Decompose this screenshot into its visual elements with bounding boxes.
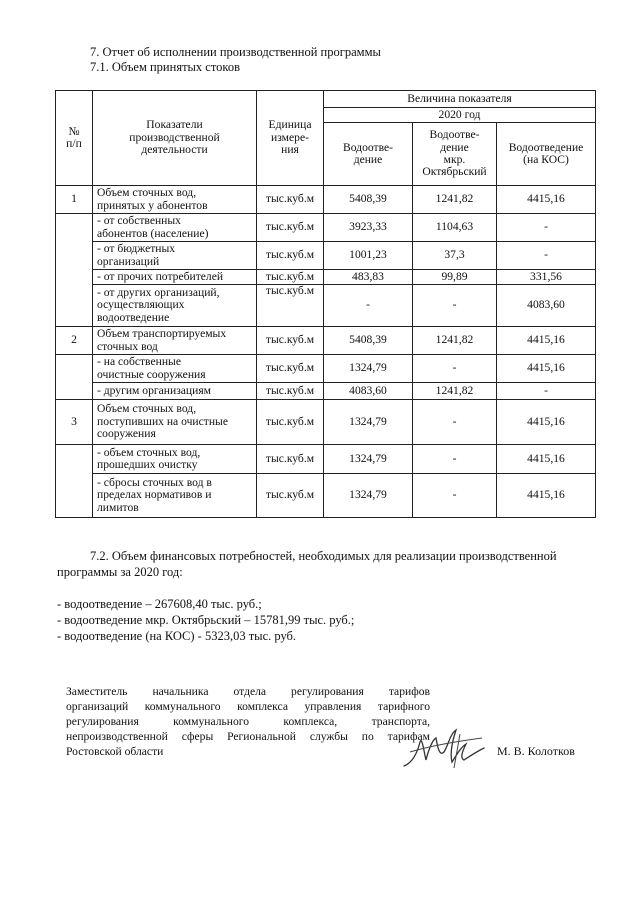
header-indicators: Показатели производственной деятельности bbox=[93, 91, 257, 186]
row-value-3: 4415,16 bbox=[497, 327, 596, 355]
section-7-2-intro-line1: 7.2. Объем финансовых потребностей, необходимых для реализации производственной bbox=[90, 549, 557, 563]
row-name: - от прочих потребителей bbox=[93, 270, 257, 285]
table-row bbox=[56, 474, 596, 518]
row-value-1: - bbox=[324, 285, 413, 327]
row-name: - от других организаций, осуществляющих водоотведение bbox=[93, 285, 257, 327]
row-value-1: 5408,39 bbox=[324, 186, 413, 214]
row-value-3: - bbox=[497, 214, 596, 242]
row-value-2: - bbox=[413, 474, 497, 518]
header-col-kos: Водоотведение (на КОС) bbox=[497, 123, 596, 186]
row-value-1: 1324,79 bbox=[324, 445, 413, 474]
row-name: - от собственных абонентов (население) bbox=[93, 214, 257, 242]
row-unit: тыс.куб.м bbox=[257, 474, 324, 518]
table-row bbox=[56, 327, 596, 355]
row-value-3: - bbox=[497, 383, 596, 400]
row-name: - сбросы сточных вод в пределах нормативов и лимитов bbox=[93, 474, 257, 518]
row-num bbox=[56, 355, 93, 400]
row-name: - на собственные очистные сооружения bbox=[93, 355, 257, 383]
row-unit: тыс.куб.м bbox=[257, 445, 324, 474]
row-value-3: 331,56 bbox=[497, 270, 596, 285]
row-value-1: 1324,79 bbox=[324, 400, 413, 445]
row-unit: тыс.куб.м bbox=[257, 285, 324, 327]
header-year: 2020 год bbox=[324, 108, 596, 123]
row-value-1: 1324,79 bbox=[324, 355, 413, 383]
signatory-name: М. В. Колотков bbox=[497, 744, 575, 758]
row-value-1: 1324,79 bbox=[324, 474, 413, 518]
row-value-2: - bbox=[413, 400, 497, 445]
row-num bbox=[56, 445, 93, 518]
signatory-title: Заместитель начальника отдела регулирования тарифов организаций коммунального комплекса управления тарифного регулирования коммунального комплекса, транспорта, непроизводственной сферы Региональной службы по тарифам Ростовской области bbox=[66, 685, 430, 758]
handwritten-signature bbox=[400, 722, 490, 774]
row-value-3: 4415,16 bbox=[497, 186, 596, 214]
finance-item: - водоотведение мкр. Октябрьский – 15781,99 тыс. руб.; bbox=[57, 613, 355, 627]
row-num: 1 bbox=[56, 186, 93, 214]
row-unit: тыс.куб.м bbox=[257, 242, 324, 270]
header-unit: Единица измере- ния bbox=[257, 91, 324, 186]
row-name: Объем сточных вод, принятых у абонентов bbox=[93, 186, 257, 214]
row-value-3: 4415,16 bbox=[497, 445, 596, 474]
header-value-group: Величина показателя bbox=[324, 91, 596, 108]
table-row bbox=[56, 186, 596, 214]
header-col-oktyabrsky: Водоотве- дение мкр. Октябрьский bbox=[413, 123, 497, 186]
header-col-wastewater: Водоотве- дение bbox=[324, 123, 413, 186]
row-value-2: - bbox=[413, 445, 497, 474]
row-value-2: 1241,82 bbox=[413, 383, 497, 400]
row-value-2: 1104,63 bbox=[413, 214, 497, 242]
table-row bbox=[56, 445, 596, 474]
row-unit: тыс.куб.м bbox=[257, 383, 324, 400]
row-unit: тыс.куб.м bbox=[257, 186, 324, 214]
section-7-heading: 7. Отчет об исполнении производственной программы bbox=[90, 45, 381, 59]
row-value-3: 4083,60 bbox=[497, 285, 596, 327]
table-row bbox=[56, 355, 596, 383]
row-value-1: 483,83 bbox=[324, 270, 413, 285]
section-7-1-heading: 7.1. Объем принятых стоков bbox=[90, 60, 240, 74]
row-value-2: 1241,82 bbox=[413, 327, 497, 355]
table-row bbox=[56, 270, 596, 285]
row-name: - объем сточных вод, прошедших очистку bbox=[93, 445, 257, 474]
row-value-3: 4415,16 bbox=[497, 474, 596, 518]
row-num: 3 bbox=[56, 400, 93, 445]
table-row bbox=[56, 242, 596, 270]
finance-item: - водоотведение – 267608,40 тыс. руб.; bbox=[57, 597, 262, 611]
row-value-1: 5408,39 bbox=[324, 327, 413, 355]
table-row bbox=[56, 383, 596, 400]
row-value-3: 4415,16 bbox=[497, 400, 596, 445]
table-row bbox=[56, 214, 596, 242]
section-7-2-intro-line2: программы за 2020 год: bbox=[57, 565, 183, 579]
row-num bbox=[56, 214, 93, 327]
row-unit: тыс.куб.м bbox=[257, 355, 324, 383]
row-name: - другим организациям bbox=[93, 383, 257, 400]
row-value-1: 1001,23 bbox=[324, 242, 413, 270]
row-unit: тыс.куб.м bbox=[257, 400, 324, 445]
wastewater-volume-table bbox=[55, 90, 596, 518]
row-unit: тыс.куб.м bbox=[257, 327, 324, 355]
row-value-2: - bbox=[413, 355, 497, 383]
row-name: - от бюджетных организаций bbox=[93, 242, 257, 270]
table-row bbox=[56, 400, 596, 445]
row-value-3: - bbox=[497, 242, 596, 270]
row-value-2: 99,89 bbox=[413, 270, 497, 285]
table-row bbox=[56, 285, 596, 327]
header-num: № п/п bbox=[56, 91, 93, 186]
row-name: Объем сточных вод, поступивших на очистные сооружения bbox=[93, 400, 257, 445]
row-unit: тыс.куб.м bbox=[257, 214, 324, 242]
row-value-2: 1241,82 bbox=[413, 186, 497, 214]
row-unit: тыс.куб.м bbox=[257, 270, 324, 285]
finance-item: - водоотведение (на КОС) - 5323,03 тыс. руб. bbox=[57, 629, 297, 643]
row-value-2: - bbox=[413, 285, 497, 327]
row-value-1: 4083,60 bbox=[324, 383, 413, 400]
row-value-1: 3923,33 bbox=[324, 214, 413, 242]
row-value-2: 37,3 bbox=[413, 242, 497, 270]
row-num: 2 bbox=[56, 327, 93, 355]
row-name: Объем транспортируемых сточных вод bbox=[93, 327, 257, 355]
row-value-3: 4415,16 bbox=[497, 355, 596, 383]
